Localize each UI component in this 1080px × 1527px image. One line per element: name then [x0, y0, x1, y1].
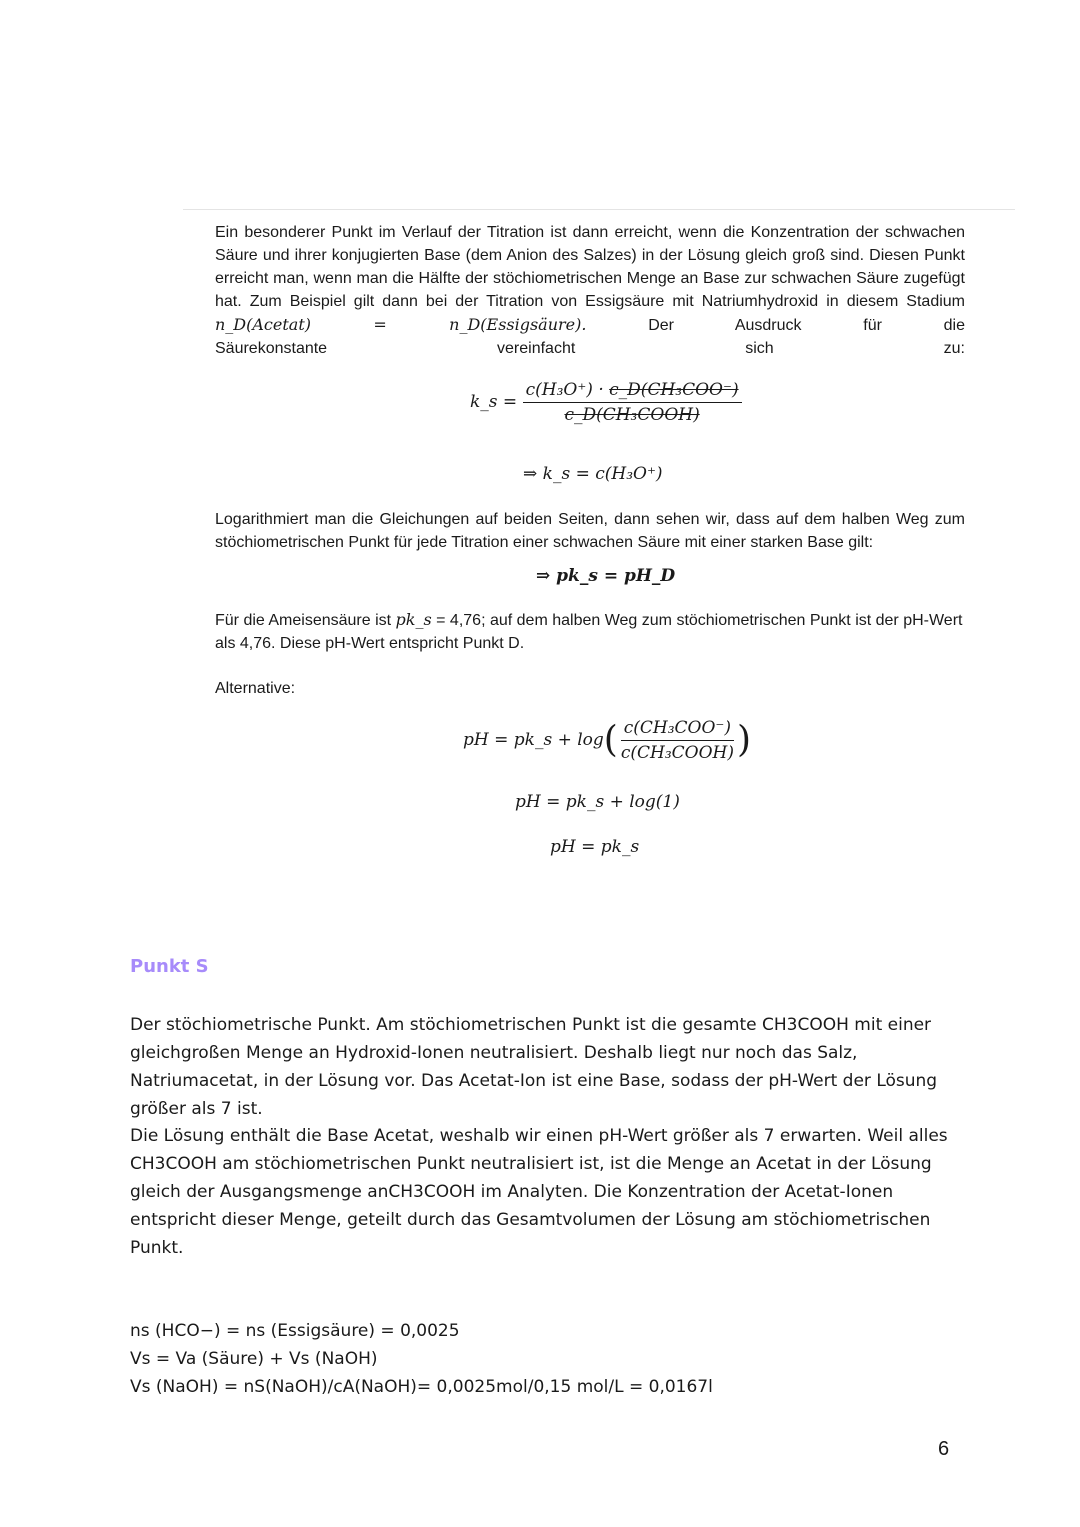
para1-math: n_D(Acetat) = n_D(Essigsäure). [215, 315, 587, 334]
header-rule [183, 209, 1015, 210]
calculation-block [130, 1317, 950, 1401]
eq4-denominator: c(CH₃COOH) [620, 743, 734, 763]
para1-word-1: vereinfacht [497, 340, 576, 357]
section-heading-punkt-s: Punkt S [130, 956, 209, 977]
eq1-numerator-kept: c(H₃O⁺) · [525, 380, 604, 400]
calc-line-3: Vs (NaOH) = nS(NaOH)/cA(NaOH)= 0,0025mol/0,15 mol/L = 0,0167l [130, 1377, 713, 1397]
paragraph-logarithm: Logarithmiert man die Gleichungen auf beiden Seiten, dann sehen wir, dass auf dem halben Weg zum stöchiometrischen Punkt für jede Titration einer schwachen Säure mit einer starken Base gilt: [215, 511, 965, 551]
eq4-numerator: c(CH₃COO⁻) [621, 718, 734, 741]
para1-last-line [215, 337, 965, 360]
calc-line-2: Vs = Va (Säure) + Vs (NaOH) [130, 1349, 378, 1369]
eq4-lhs: pH = pk_s + log [463, 730, 604, 750]
para3-math: pk_s [395, 610, 432, 629]
equation-ph-pks: pH = pk_s [550, 837, 640, 857]
para3-before: Für die Ameisensäure ist [215, 612, 392, 629]
calc-line-1: ns (HCO−) = ns (Essigsäure) = 0,0025 [130, 1321, 460, 1341]
equation-henderson [463, 718, 751, 763]
eq1-numerator [523, 380, 742, 403]
para3-after: = 4,76; auf dem halben Weg zum stöchiometrischen Punkt ist der pH-Wert als 4,76. Diese pH-Wert entspricht Punkt D. [215, 612, 963, 652]
paragraph-acetate-base: Die Lösung enthält die Base Acetat, weshalb wir einen pH-Wert größer als 7 erwarten. Weil alles CH3COOH am stöchiometrischen Punkt neutralisiert ist, ist die Menge an Acetat in der Lösung gleich der Ausgangsmenge anCH3COOH im Analyten. Die Konzentration der Acetat-Ionen entspricht dieser Menge, geteilt durch das Gesamtvolumen der Lösung am stöchiometrischen Punkt. [130, 1126, 948, 1258]
eq4-close-paren: ) [736, 719, 752, 761]
equation-ks-result: ⇒ k_s = c(H₃O⁺) [523, 464, 663, 484]
eq1-lhs: k_s = [470, 392, 518, 412]
para1-word-2: sich [745, 340, 774, 357]
para1-word-3: zu: [943, 340, 965, 357]
equation-pks-phd: ⇒ pk_s = pH_D [536, 566, 676, 586]
para1-text: Ein besonderer Punkt im Verlauf der Titration ist dann erreicht, wenn die Konzentration der schwachen Säure und ihrer konjugierten Base (dem Anion des Salzes) in der Lösung gleich groß sind. Diesen Punkt erreicht man, wenn man die Hälfte der stöchiometrischen Menge an Base zur schwachen Säure zugefügt hat. Zum Beispiel gilt dann bei der Titration von Essigsäure mit Natriumhydroxid in diesem Stadium [215, 224, 965, 310]
eq1-denominator: c_D(CH₃COOH) [564, 405, 700, 425]
para1-after-math: Der Ausdruck für die [648, 317, 966, 334]
eq1-numerator-struck: c_D(CH₃COO⁻) [609, 380, 739, 400]
paragraph-formic-acid [215, 608, 965, 655]
equation-log-one: pH = pk_s + log(1) [515, 792, 680, 812]
page-number: 6 [938, 1438, 950, 1460]
paragraph-stoichiometric-point: Der stöchiometrische Punkt. Am stöchiometrischen Punkt ist die gesamte CH3COOH mit einer gleichgroßen Menge an Hydroxid-Ionen neutralisiert. Deshalb liegt nur noch das Salz, Natriumacetat, in der Lösung vor. Das Acetat-Ion ist eine Base, sodass der pH-Wert der Lösung größer als 7 ist. [130, 1015, 938, 1119]
equation-ks-fraction [470, 380, 742, 425]
para1-word-0: Säurekonstante [215, 340, 328, 357]
eq4-open-paren: ( [603, 719, 618, 761]
eq1-fraction [523, 380, 742, 425]
eq4-fraction [618, 718, 737, 763]
alternative-label: Alternative: [215, 680, 296, 697]
paragraph-half-equivalence [215, 221, 965, 360]
